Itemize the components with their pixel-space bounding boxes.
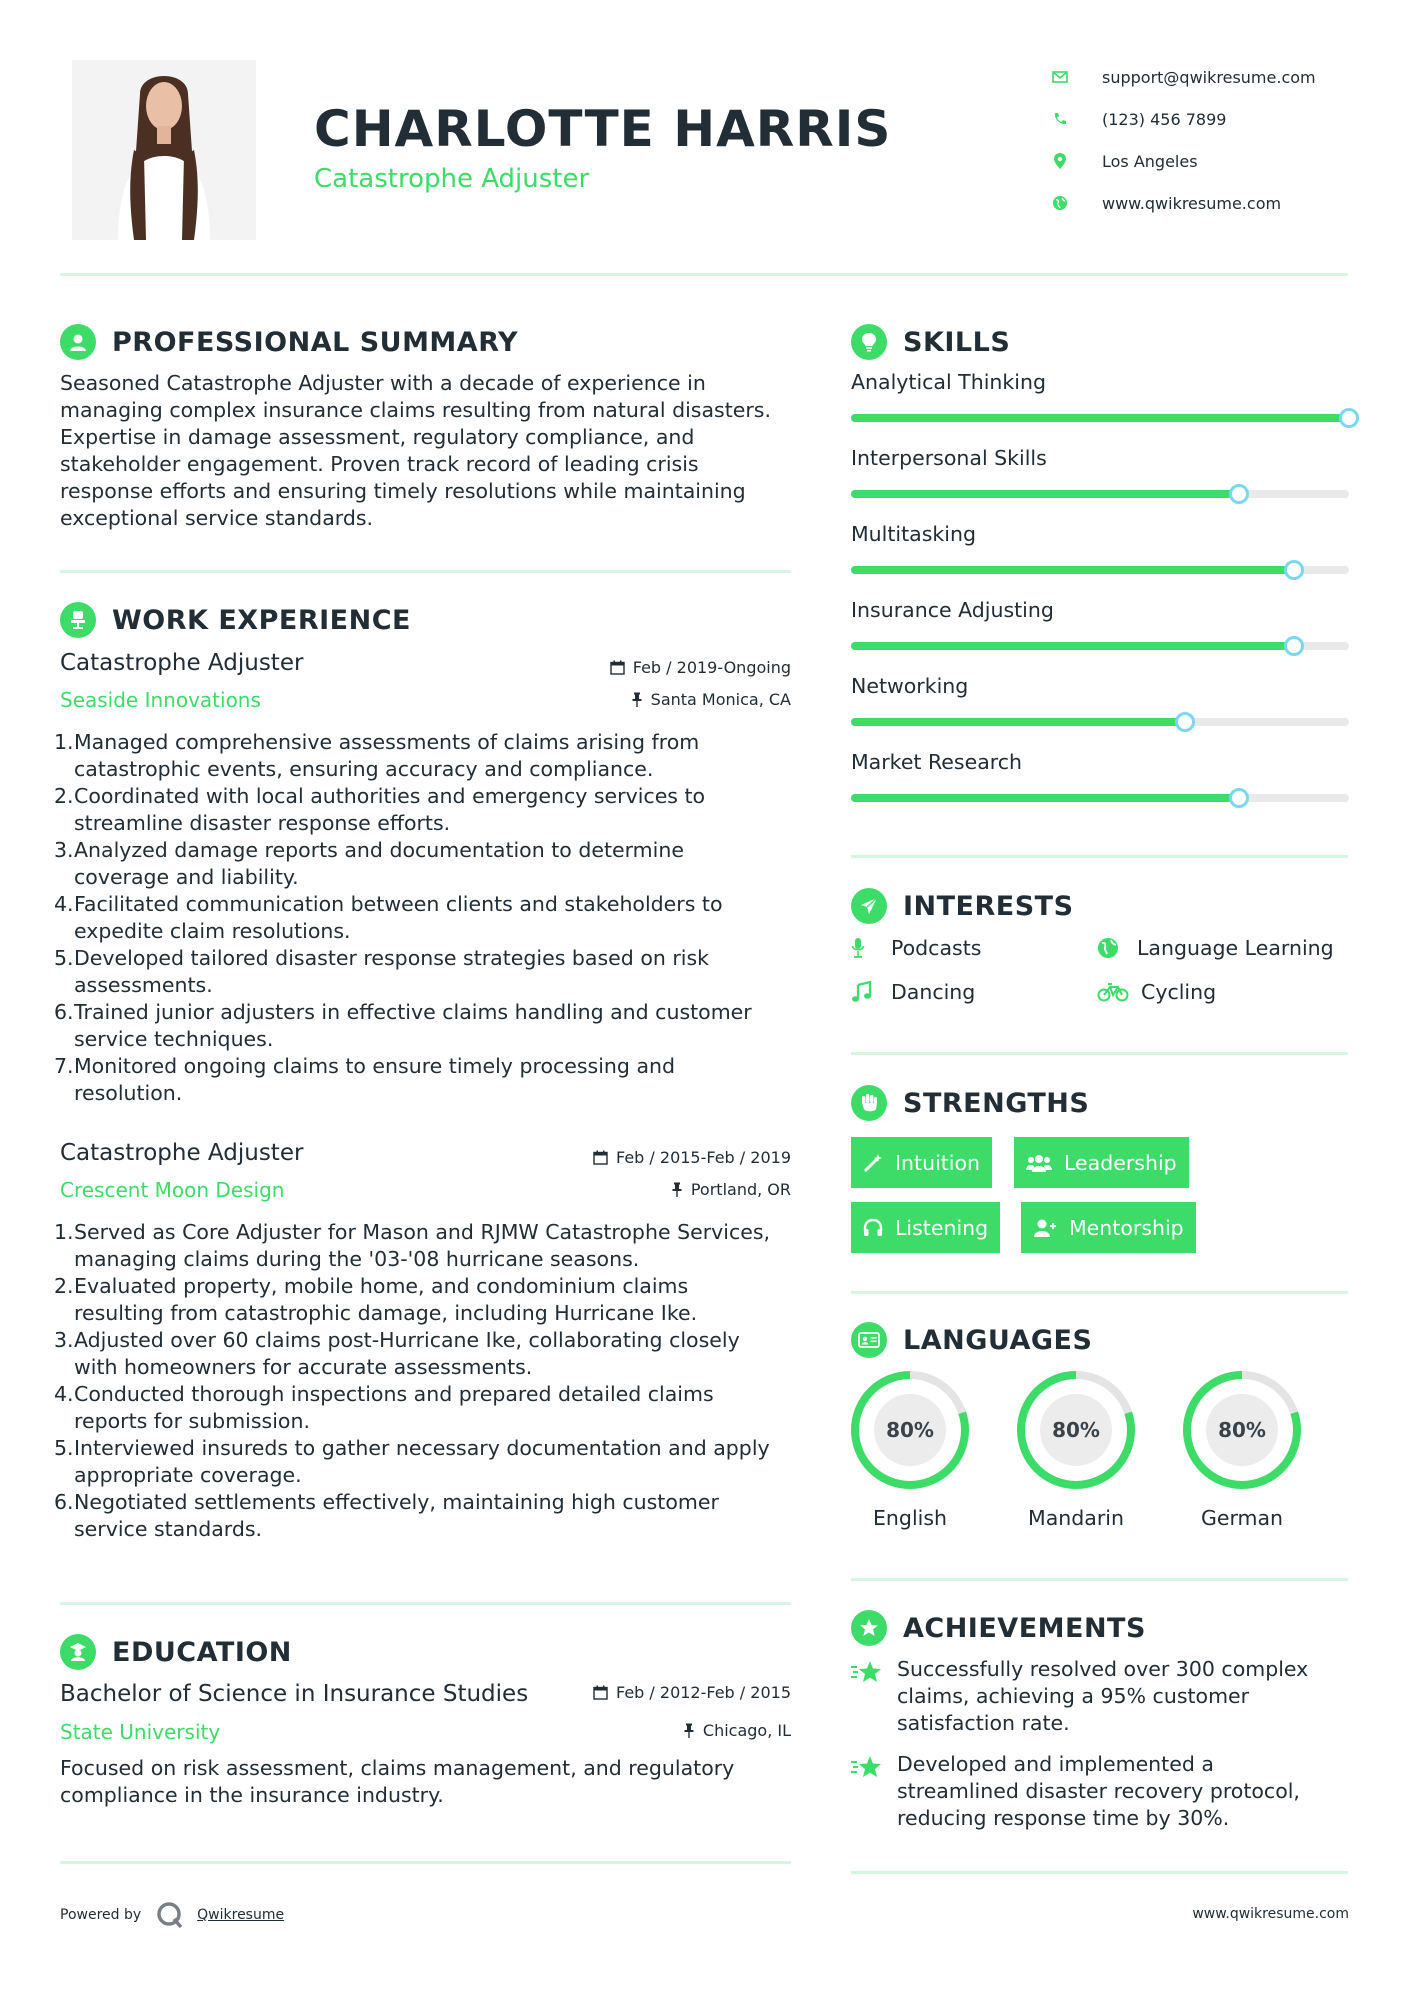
star-icon — [851, 1751, 887, 1832]
skill-bar-fill — [851, 490, 1239, 498]
list-item-line: Monitored ongoing claims to ensure timely processing and — [74, 1054, 676, 1078]
summary-line: stakeholder engagement. Proven track record of leading crisis — [60, 452, 699, 476]
language-item — [1180, 1368, 1304, 1530]
summary-line: response efforts and ensuring timely resolutions while maintaining — [60, 479, 746, 503]
list-item-line: Developed tailored disaster response strategies based on risk — [74, 946, 710, 970]
list-item-line: Facilitated communication between clients and stakeholders to — [74, 892, 723, 916]
education-dates — [500, 1683, 791, 1702]
summary-divider — [60, 570, 791, 573]
achievement-line: reducing response time by 30%. — [897, 1806, 1230, 1830]
list-item: 3. Adjusted over 60 claims post-Hurricane Ike, collaborating closely with homeowners for accurate assessments. — [56, 1327, 806, 1381]
skill-bar — [851, 642, 1349, 650]
paper-plane-icon — [851, 888, 887, 924]
skill-item — [851, 598, 1349, 622]
list-item: 6. Trained junior adjusters in effective claims handling and customer service techniques. — [56, 999, 796, 1053]
list-item-line: Interviewed insureds to gather necessary documentation and apply — [74, 1436, 770, 1460]
experience-heading — [60, 602, 411, 638]
interests-heading — [851, 888, 1074, 924]
contact-info — [1050, 56, 1350, 224]
list-item-line: reports for submission. — [74, 1409, 310, 1433]
list-item-line: service standards. — [74, 1517, 263, 1541]
candidate-title: Catastrophe Adjuster — [314, 164, 590, 194]
calendar-icon — [610, 660, 625, 675]
job-dates-text: Feb / 2019-Ongoing — [632, 658, 791, 677]
language-progress-ring — [1180, 1368, 1304, 1492]
education-line: compliance in the insurance industry. — [60, 1783, 444, 1807]
skill-item — [851, 446, 1349, 470]
achievement-line: Developed and implemented a — [897, 1752, 1214, 1776]
job-location-text: Portland, OR — [690, 1180, 791, 1199]
achievement-item — [851, 1656, 1351, 1737]
skill-name: Market Research — [851, 750, 1023, 774]
strengths-heading — [851, 1085, 1089, 1121]
id-card-icon — [851, 1322, 887, 1358]
education-location — [500, 1721, 791, 1740]
language-percent-label: 80% — [1052, 1418, 1100, 1442]
language-progress-ring — [848, 1368, 972, 1492]
job-company: Crescent Moon Design — [60, 1178, 285, 1202]
strength-badge — [1014, 1137, 1189, 1188]
list-item: 1. Managed comprehensive assessments of claims arising from catastrophic events, ensuring accuracy and compliance. — [56, 729, 796, 783]
candidate-name: CHARLOTTE HARRIS — [314, 100, 892, 158]
contact-phone[interactable] — [1050, 98, 1350, 140]
list-item-line: Served as Core Adjuster for Mason and RJMW Catastrophe Services, — [74, 1220, 771, 1244]
education-dates-text: Feb / 2012-Feb / 2015 — [616, 1683, 791, 1702]
phone-text: (123) 456 7899 — [1102, 109, 1227, 129]
user-plus-icon — [1033, 1218, 1057, 1238]
globe-icon — [1050, 193, 1070, 213]
list-item-line: Managed comprehensive assessments of claims arising from — [74, 730, 700, 754]
skill-bar — [851, 718, 1349, 726]
map-pin-icon — [1050, 151, 1070, 171]
music-icon — [851, 981, 877, 1003]
phone-icon — [1050, 109, 1070, 129]
list-item-line: streamline disaster response efforts. — [74, 811, 451, 835]
list-item-line: Analyzed damage reports and documentation to determine — [74, 838, 684, 862]
skill-bar-fill — [851, 642, 1294, 650]
job-title: Catastrophe Adjuster — [60, 1140, 304, 1166]
qwikresume-link[interactable]: Qwikresume — [197, 1907, 285, 1923]
calendar-icon — [593, 1150, 608, 1165]
location-text: Los Angeles — [1102, 151, 1198, 171]
list-item-line: managing claims during the '03-'08 hurricane seasons. — [74, 1247, 640, 1271]
interest-cycling — [1097, 980, 1216, 1004]
strength-label: Leadership — [1064, 1150, 1177, 1175]
achievement-line: claims, achieving a 95% customer — [897, 1684, 1250, 1708]
contact-email[interactable] — [1050, 56, 1350, 98]
languages-heading — [851, 1322, 1092, 1358]
skills-title: SKILLS — [903, 326, 1011, 358]
list-item-line: expedite claim resolutions. — [74, 919, 351, 943]
languages-divider — [851, 1578, 1348, 1581]
skill-slider-handle — [1175, 712, 1195, 732]
strength-label: Intuition — [895, 1150, 981, 1175]
magic-wand-icon — [863, 1153, 883, 1173]
envelope-icon — [1050, 67, 1070, 87]
list-item: 4. Facilitated communication between clients and stakeholders to expedite claim resolutions. — [56, 891, 796, 945]
language-name: Mandarin — [1028, 1506, 1124, 1530]
calendar-icon — [593, 1685, 608, 1700]
pushpin-icon — [683, 1723, 695, 1738]
skills-divider — [851, 855, 1348, 858]
skill-bar-fill — [851, 414, 1349, 422]
skill-slider-handle — [1229, 788, 1249, 808]
list-item-line: resulting from catastrophic damage, including Hurricane Ike. — [74, 1301, 698, 1325]
list-item-line: Conducted thorough inspections and prepared detailed claims — [74, 1382, 714, 1406]
strengths-divider — [851, 1291, 1348, 1294]
job-dates — [500, 1148, 791, 1167]
achievements-title: ACHIEVEMENTS — [903, 1612, 1146, 1644]
job-responsibilities — [56, 729, 796, 1107]
skill-slider-handle — [1284, 636, 1304, 656]
list-item-line: Adjusted over 60 claims post-Hurricane Ike, collaborating closely — [74, 1328, 740, 1352]
language-name: English — [872, 1506, 948, 1530]
achievement-line: Successfully resolved over 300 complex — [897, 1657, 1309, 1681]
strength-label: Mentorship — [1069, 1215, 1184, 1240]
pushpin-icon — [671, 1182, 683, 1197]
skill-slider-handle — [1284, 560, 1304, 580]
achievement-item — [851, 1751, 1351, 1832]
list-item-line: assessments. — [74, 973, 213, 997]
degree-title: Bachelor of Science in Insurance Studies — [60, 1681, 529, 1707]
pushpin-icon — [631, 692, 643, 707]
strength-badge — [1021, 1202, 1196, 1253]
job-title: Catastrophe Adjuster — [60, 650, 304, 676]
job-location — [500, 1180, 791, 1199]
footer-website[interactable]: www.qwikresume.com — [1192, 1906, 1349, 1922]
list-item-line: Evaluated property, mobile home, and condominium claims — [74, 1274, 689, 1298]
job-location-text: Santa Monica, CA — [650, 690, 791, 709]
skill-name: Insurance Adjusting — [851, 598, 1054, 622]
skill-slider-handle — [1229, 484, 1249, 504]
education-location-text: Chicago, IL — [702, 1721, 791, 1740]
skill-bar-fill — [851, 566, 1294, 574]
education-line: Focused on risk assessment, claims management, and regulatory — [60, 1756, 735, 1780]
user-icon — [60, 324, 96, 360]
job-responsibilities — [56, 1219, 806, 1543]
profile-photo — [72, 60, 256, 240]
summary-title: PROFESSIONAL SUMMARY — [112, 326, 519, 358]
summary-line: exceptional service standards. — [60, 506, 374, 530]
skill-bar — [851, 794, 1349, 802]
skill-item — [851, 370, 1349, 394]
skill-bar-fill — [851, 794, 1239, 802]
users-icon — [1026, 1153, 1052, 1173]
job-location — [500, 690, 791, 709]
list-item-line: Coordinated with local authorities and emergency services to — [74, 784, 706, 808]
skill-item — [851, 674, 1349, 698]
email-text: support@qwikresume.com — [1102, 67, 1316, 87]
list-item: 1. Served as Core Adjuster for Mason and RJMW Catastrophe Services, managing claims during the '03-'08 hurricane seasons. — [56, 1219, 806, 1273]
summary-heading — [60, 324, 518, 360]
summary-text — [60, 370, 800, 532]
job-dates — [500, 658, 791, 677]
footer-powered-by — [60, 1900, 284, 1930]
strengths-title: STRENGTHS — [903, 1087, 1090, 1119]
graduate-icon — [60, 1634, 96, 1670]
summary-line: managing complex insurance claims resulting from natural disasters. — [60, 398, 771, 422]
strength-badge — [851, 1137, 992, 1188]
list-item: 6. Negotiated settlements effectively, maintaining high customer service standards. — [56, 1489, 806, 1543]
skill-name: Multitasking — [851, 522, 976, 546]
language-percent-label: 80% — [886, 1418, 934, 1442]
list-item-line: coverage and liability. — [74, 865, 299, 889]
strength-label: Listening — [895, 1215, 989, 1240]
skill-bar-fill — [851, 718, 1185, 726]
interest-podcasts — [851, 936, 981, 960]
language-progress-ring — [1014, 1368, 1138, 1492]
list-item-line: appropriate coverage. — [74, 1463, 302, 1487]
header-divider — [60, 273, 1348, 276]
education-heading — [60, 1634, 292, 1670]
skill-bar — [851, 414, 1349, 422]
star-icon — [851, 1656, 887, 1737]
school-name: State University — [60, 1720, 221, 1744]
qwikresume-logo-icon — [155, 1900, 185, 1930]
language-percent-label: 80% — [1218, 1418, 1266, 1442]
list-item: 3. Analyzed damage reports and documentation to determine coverage and liability. — [56, 837, 796, 891]
interests-title: INTERESTS — [903, 890, 1074, 922]
star-badge-icon — [851, 1610, 887, 1646]
strength-badge — [851, 1202, 1000, 1253]
skill-item — [851, 522, 1349, 546]
list-item-line: Negotiated settlements effectively, maintaining high customer — [74, 1490, 719, 1514]
interest-label: Podcasts — [891, 936, 982, 960]
microphone-icon — [851, 937, 877, 959]
experience-divider — [60, 1602, 791, 1605]
job-dates-text: Feb / 2015-Feb / 2019 — [616, 1148, 791, 1167]
interest-label: Dancing — [891, 980, 976, 1004]
list-item-line: with homeowners for accurate assessments. — [74, 1355, 533, 1379]
skills-heading — [851, 324, 1010, 360]
list-item-line: resolution. — [74, 1081, 183, 1105]
summary-line: Expertise in damage assessment, regulatory compliance, and — [60, 425, 695, 449]
interest-language-learning — [1097, 936, 1334, 960]
interest-label: Language Learning — [1137, 936, 1334, 960]
lightbulb-icon — [851, 324, 887, 360]
skill-name: Interpersonal Skills — [851, 446, 1047, 470]
languages-title: LANGUAGES — [903, 1324, 1093, 1356]
skill-name: Networking — [851, 674, 969, 698]
bicycle-icon — [1097, 982, 1131, 1002]
list-item: 5. Interviewed insureds to gather necessary documentation and apply appropriate coverage. — [56, 1435, 806, 1489]
language-item — [1014, 1368, 1138, 1530]
summary-line: Seasoned Catastrophe Adjuster with a decade of experience in — [60, 371, 706, 395]
experience-title: WORK EXPERIENCE — [112, 604, 411, 636]
education-description — [60, 1755, 800, 1809]
achievement-line: streamlined disaster recovery protocol, — [897, 1779, 1300, 1803]
achievements-heading — [851, 1610, 1146, 1646]
achievement-line: satisfaction rate. — [897, 1711, 1070, 1735]
list-item: 5. Developed tailored disaster response strategies based on risk assessments. — [56, 945, 796, 999]
contact-location — [1050, 140, 1350, 182]
globe-icon — [1097, 937, 1123, 959]
chair-icon — [60, 602, 96, 638]
skill-bar — [851, 566, 1349, 574]
interest-label: Cycling — [1141, 980, 1217, 1004]
list-item-line: service techniques. — [74, 1027, 274, 1051]
language-name: German — [1200, 1506, 1284, 1530]
list-item: 2. Coordinated with local authorities and emergency services to streamline disaster response efforts. — [56, 783, 796, 837]
fist-icon — [851, 1085, 887, 1121]
list-item: 7. Monitored ongoing claims to ensure timely processing and resolution. — [56, 1053, 796, 1107]
contact-website[interactable] — [1050, 182, 1350, 224]
education-divider — [60, 1861, 791, 1864]
list-item-line: Trained junior adjusters in effective claims handling and customer — [74, 1000, 752, 1024]
list-item: 4. Conducted thorough inspections and prepared detailed claims reports for submission. — [56, 1381, 806, 1435]
achievements-divider — [851, 1871, 1348, 1874]
job-company: Seaside Innovations — [60, 688, 261, 712]
skill-bar — [851, 490, 1349, 498]
language-item — [848, 1368, 972, 1530]
interest-dancing — [851, 980, 975, 1004]
powered-by-label: Powered by — [60, 1907, 142, 1923]
website-text: www.qwikresume.com — [1102, 193, 1282, 213]
headphones-icon — [863, 1218, 883, 1238]
interests-divider — [851, 1052, 1348, 1055]
skill-name: Analytical Thinking — [851, 370, 1046, 394]
skill-slider-handle — [1339, 408, 1359, 428]
skill-item — [851, 750, 1349, 774]
education-title: EDUCATION — [112, 1636, 292, 1668]
list-item-line: catastrophic events, ensuring accuracy and compliance. — [74, 757, 654, 781]
list-item: 2. Evaluated property, mobile home, and condominium claims resulting from catastrophic damage, including Hurricane Ike. — [56, 1273, 806, 1327]
